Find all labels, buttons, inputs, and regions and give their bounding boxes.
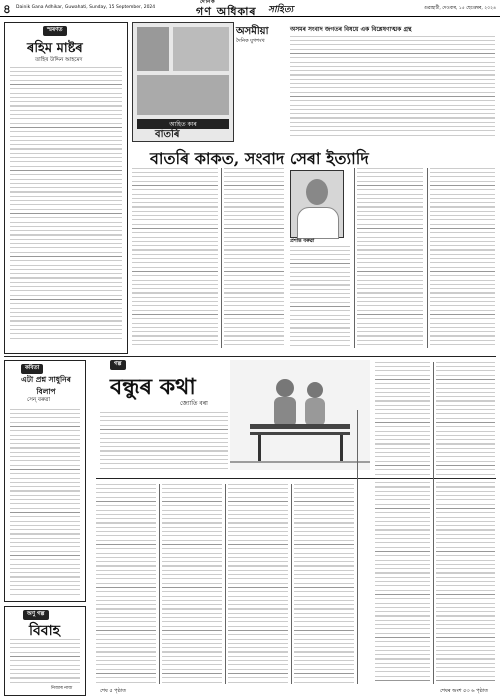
remembrance-box xyxy=(4,22,128,354)
cover-brand: অসমীয়া xyxy=(236,26,269,37)
remembrance-body xyxy=(10,67,122,342)
book-cover xyxy=(132,22,234,142)
footer-left-note: শেষ ৫ পৃষ্ঠাত xyxy=(100,688,127,694)
author-shirt xyxy=(297,207,339,239)
short-story-author: নিজাৰ নাজ xyxy=(51,686,73,691)
story-intro-body xyxy=(100,412,228,472)
story-author: জ্যোতি বৰা xyxy=(180,400,208,407)
footer-right-note: শেষৰ অংশ ৫৩ ৬ পৃষ্ঠাত xyxy=(440,688,488,694)
author-face xyxy=(306,179,328,205)
masthead xyxy=(196,0,257,19)
article-col-4 xyxy=(357,168,423,348)
short-story-title: বিবাহ xyxy=(29,623,61,639)
remembrance-author: তাহিৰ উদ্দিন আহমেদ xyxy=(35,57,83,63)
masthead-small: দৈনিক xyxy=(200,0,216,5)
cover-author-tag: আহিত কাৰ xyxy=(137,119,229,129)
poem-author: সেন্ বৰুৱা xyxy=(27,397,50,403)
article-col-2 xyxy=(224,168,284,348)
page-header xyxy=(0,0,500,17)
remembrance-tag: স্মৰণত xyxy=(43,26,67,36)
intro-body xyxy=(290,36,495,136)
poem-box xyxy=(4,360,86,602)
short-story-body xyxy=(10,639,80,683)
short-story-box xyxy=(4,606,86,696)
cover-photo-1 xyxy=(137,27,169,71)
cover-photo-3 xyxy=(137,75,229,115)
story-col-3 xyxy=(228,484,288,684)
cover-caption: বাতৰি xyxy=(155,129,180,140)
author-photo xyxy=(290,170,344,238)
masthead-title: গণ অধিকাৰ xyxy=(196,5,257,18)
poem-tag: কবিতা xyxy=(21,364,43,374)
cover-photo-2 xyxy=(173,27,229,71)
remembrance-title: ৰহিম মাষ্টৰ xyxy=(27,41,83,56)
article-col-3 xyxy=(290,246,350,348)
poem-body xyxy=(10,409,80,595)
main-headline: বাতৰি কাকত, সংবাদ সেৰা ইত্যাদি xyxy=(150,149,369,168)
intro-block xyxy=(290,22,495,140)
cover-sub: দৈনিক যুগশংখ xyxy=(236,38,265,44)
story-col-1 xyxy=(96,484,156,684)
story-illustration xyxy=(230,360,370,470)
intro-text: অসমৰ সংবাদ জগতৰ বিষয়ে এক বিশ্লেষণাত্মক গ্ৰন্থ xyxy=(290,26,412,33)
section-name: সাহিত্য xyxy=(268,5,294,15)
story-col-4 xyxy=(294,484,354,684)
story-title: বন্ধুৰ কথা xyxy=(110,374,196,400)
story-col-5 xyxy=(375,362,430,684)
short-story-tag: অণু গল্প xyxy=(23,610,49,620)
story-col-6 xyxy=(436,362,495,684)
bench-illustration xyxy=(230,360,370,470)
article-col-1 xyxy=(132,168,218,348)
story-tag: গল্প xyxy=(110,360,126,370)
author-name: প্ৰশান্ত বৰুৱা xyxy=(290,238,315,244)
header-date: গুৱাহাটী, দেওবাৰ, ১৫ ছেপ্তেম্বৰ, ২০২৪ xyxy=(424,6,496,11)
story-col-2 xyxy=(162,484,222,684)
dateline: Dainik Gana Adhikar, Guwahati, Sunday, 15 September, 2024 xyxy=(16,5,156,10)
poem-title: এটা প্ৰশ্ন সাধুনিৰ বিলাপ xyxy=(21,375,71,396)
page-number: ৪ xyxy=(3,2,11,16)
article-col-5 xyxy=(430,168,495,348)
